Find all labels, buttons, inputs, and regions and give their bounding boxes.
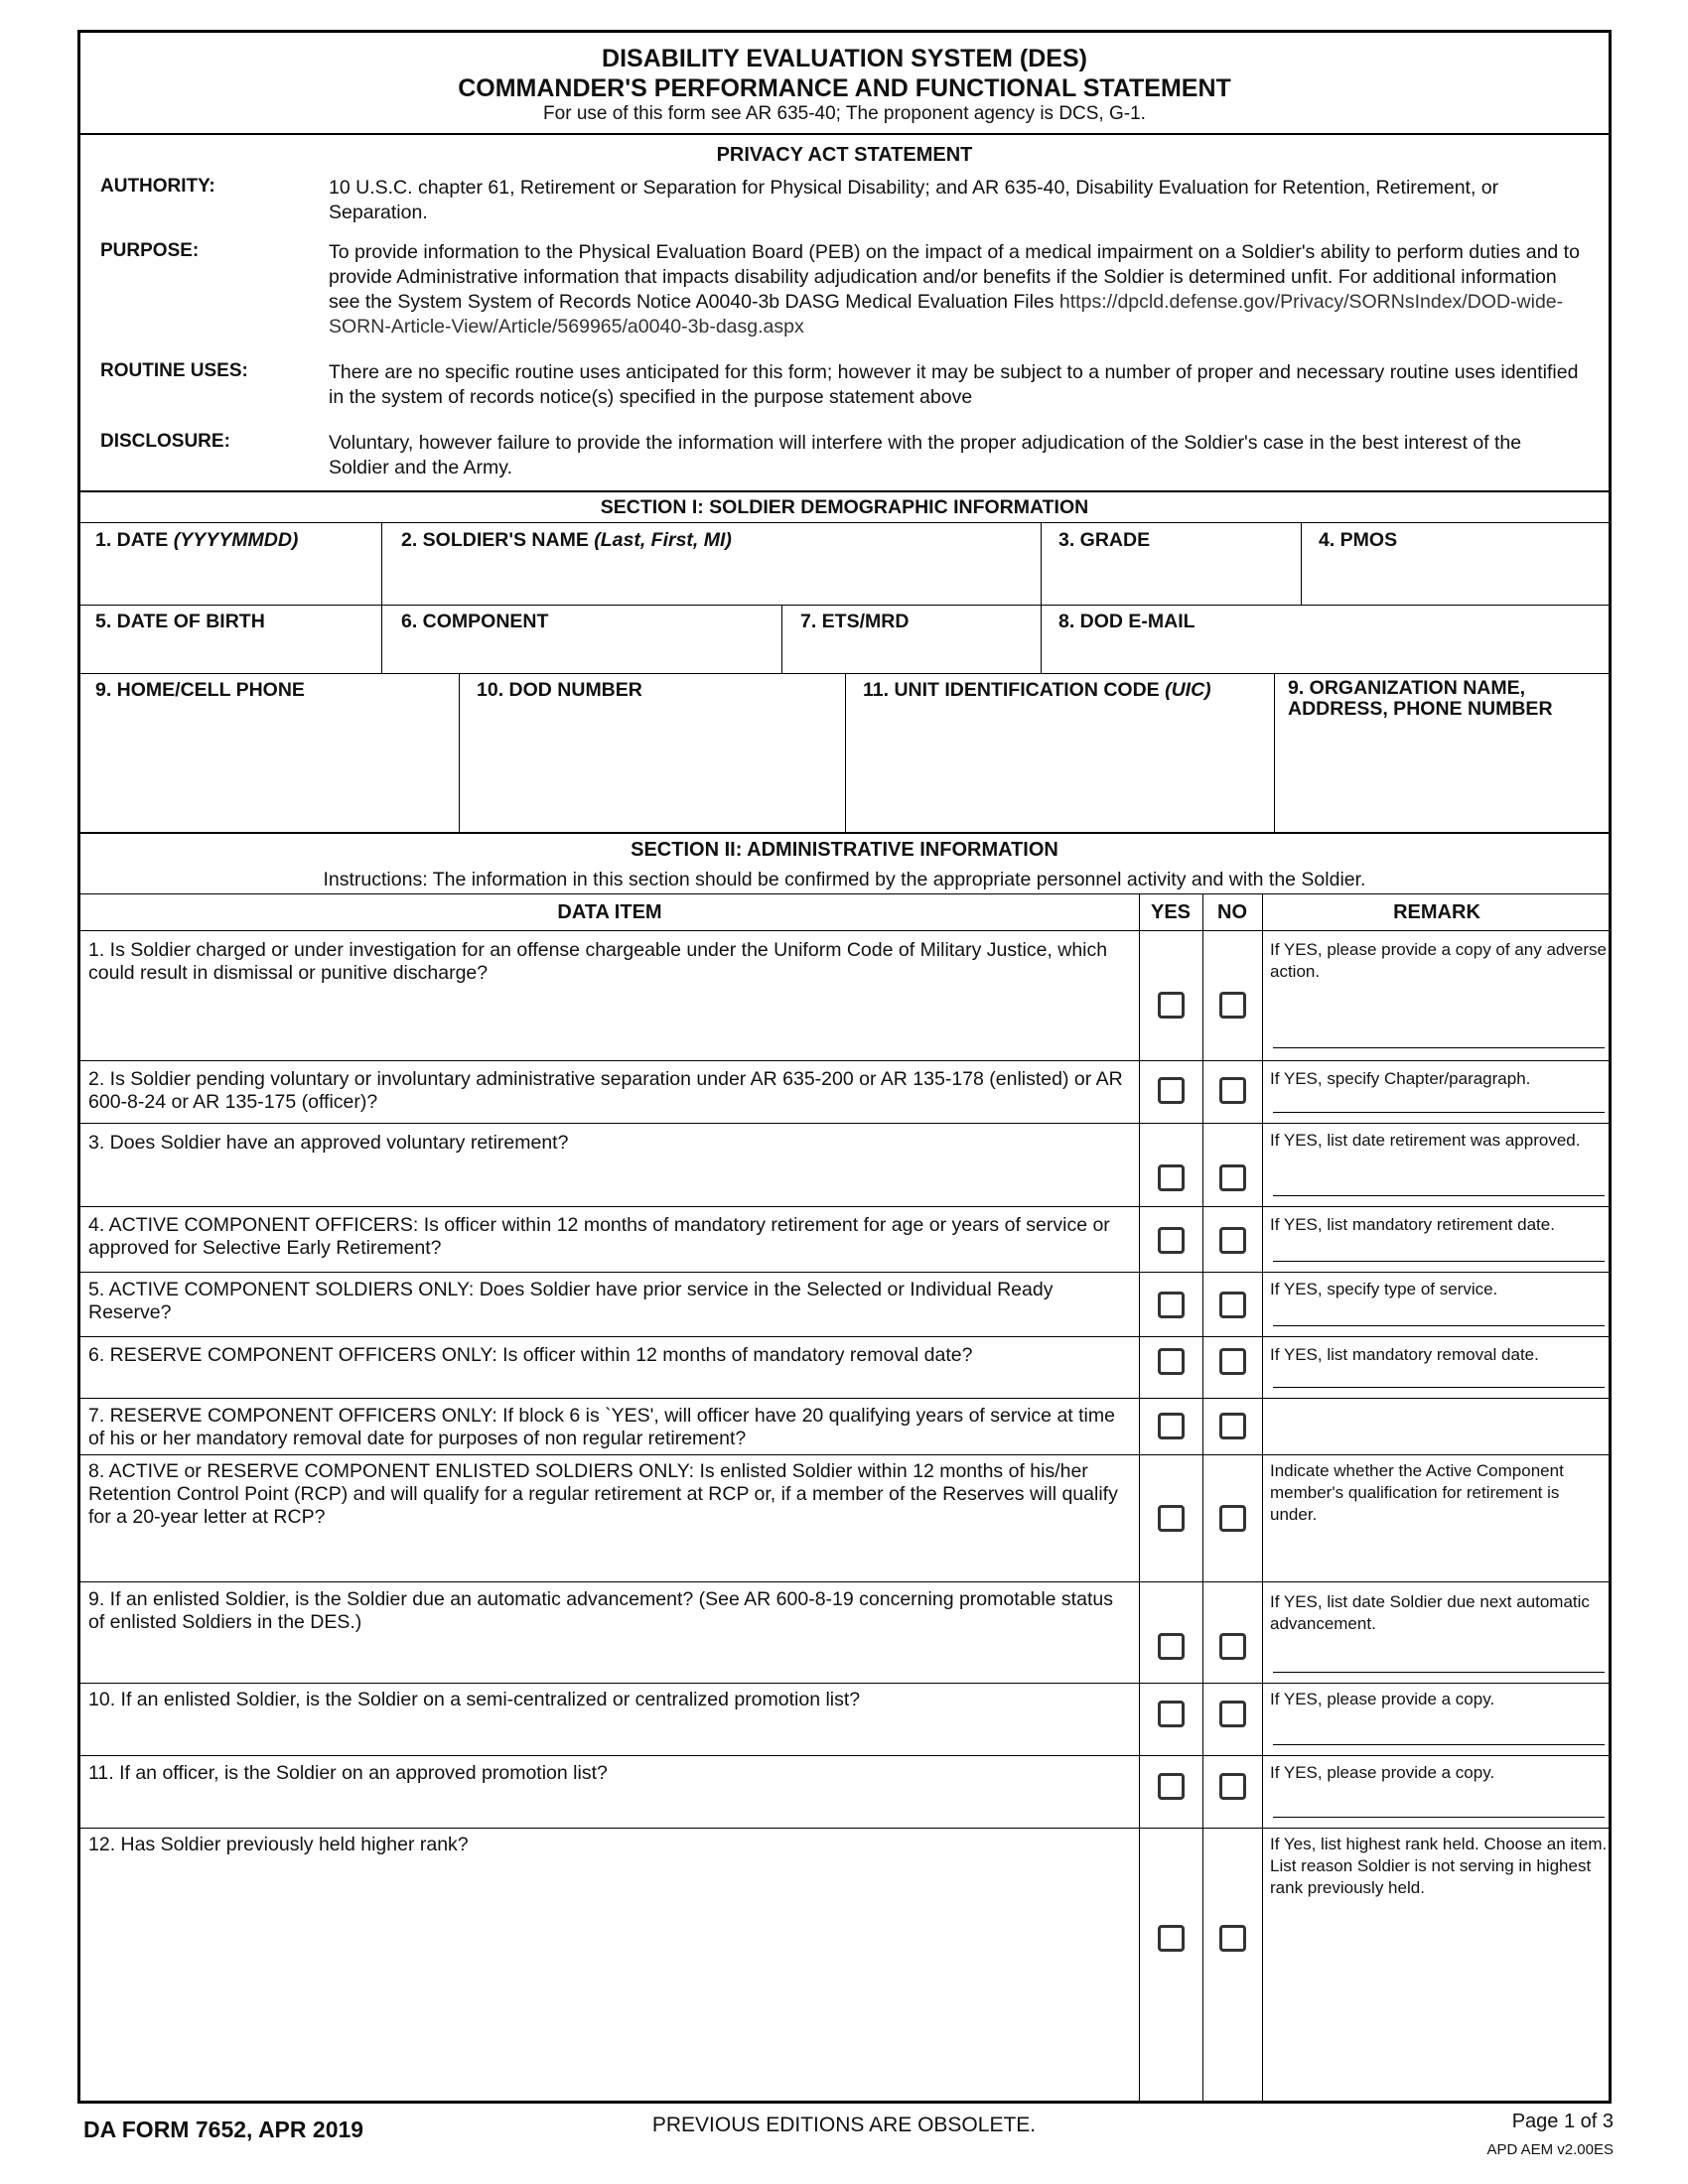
item-10-text: 10. If an enlisted Soldier, is the Soldier on a semi-centralized or centralized promotion list? xyxy=(88,1689,861,1710)
authority-text: 10 U.S.C. chapter 61, Retirement or Separation for Physical Disability; and AR 635-40, Disability Evaluation for Retention, Retirement, or Separation. xyxy=(329,177,1499,223)
item-6-text: 6. RESERVE COMPONENT OFFICERS ONLY: Is officer within 12 months of mandatory removal date? xyxy=(88,1344,973,1366)
item-3-remark-input[interactable] xyxy=(1273,1195,1605,1196)
dod-number-field[interactable]: 10. DOD NUMBER xyxy=(477,679,642,701)
divider xyxy=(80,1060,1609,1061)
item-12-yes-checkbox[interactable] xyxy=(1158,1925,1185,1952)
organization-label-line2: ADDRESS, PHONE NUMBER xyxy=(1288,698,1553,720)
disclosure-label: DISCLOSURE: xyxy=(100,431,230,452)
soldier-name-label: 2. SOLDIER'S NAME xyxy=(401,529,595,551)
purpose-block xyxy=(329,240,1585,340)
item-1-text: 1. Is Soldier charged or under investigation for an offense chargeable under the Uniform Code of Military Justice, which could result in dismissal or punitive discharge? xyxy=(88,939,1108,984)
item-11-no-checkbox[interactable] xyxy=(1219,1773,1246,1800)
item-4-yes-checkbox[interactable] xyxy=(1158,1227,1185,1254)
item-12-text: 12. Has Soldier previously held higher rank? xyxy=(88,1834,469,1855)
item-5-remark-input[interactable] xyxy=(1273,1325,1605,1326)
divider xyxy=(80,1398,1609,1399)
soldier-name-hint: (Last, First, MI) xyxy=(594,529,732,551)
item-4-no-checkbox[interactable] xyxy=(1219,1227,1246,1254)
divider xyxy=(80,605,1609,606)
divider xyxy=(1262,893,1263,2104)
divider xyxy=(1041,605,1042,673)
form-frame xyxy=(77,30,1612,2104)
ets-mrd-field[interactable]: 7. ETS/MRD xyxy=(800,611,910,632)
item-2-text: 2. Is Soldier pending voluntary or involuntary administrative separation under AR 635-200 or AR 135-178 (enlisted) or AR 600-8-24 or AR 135-175 (officer)? xyxy=(88,1068,1123,1113)
item-1-remark: If YES, please provide a copy of any adverse action. xyxy=(1270,940,1607,981)
item-10-no-checkbox[interactable] xyxy=(1219,1701,1246,1727)
item-2-remark-input[interactable] xyxy=(1273,1112,1605,1113)
pmos-field[interactable]: 4. PMOS xyxy=(1319,529,1398,551)
item-5-text: 5. ACTIVE COMPONENT SOLDIERS ONLY: Does Soldier have prior service in the Selected or Individual Ready Reserve? xyxy=(88,1279,1054,1323)
divider xyxy=(1139,893,1140,2104)
item-4-text: 4. ACTIVE COMPONENT OFFICERS: Is officer within 12 months of mandatory retirement for age or years of service or approved for Selective Early Retirement? xyxy=(88,1214,1110,1259)
item-12-remark xyxy=(1270,1834,1608,1899)
col-yes: YES xyxy=(1150,901,1192,923)
divider xyxy=(80,893,1609,894)
item-1-no-checkbox[interactable] xyxy=(1219,992,1246,1019)
item-6-yes-checkbox[interactable] xyxy=(1158,1348,1185,1375)
divider xyxy=(80,490,1609,492)
routine-uses-text: There are no specific routine uses anticipated for this form; however it may be subject to a number of proper and necessary routine uses identified in the system of records notice(s) specified in the purpose statement above xyxy=(329,361,1579,408)
grade-field[interactable]: 3. GRADE xyxy=(1058,529,1151,551)
item-12-remark-line1[interactable]: If Yes, list highest rank held. Choose an item. xyxy=(1270,1835,1608,1853)
col-remark: REMARK xyxy=(1393,901,1480,923)
divider xyxy=(381,522,382,605)
item-10-remark-input[interactable] xyxy=(1273,1744,1605,1745)
divider xyxy=(80,1828,1609,1829)
item-6-no-checkbox[interactable] xyxy=(1219,1348,1246,1375)
divider xyxy=(80,133,1609,135)
divider xyxy=(80,1272,1609,1273)
item-11-yes-checkbox[interactable] xyxy=(1158,1773,1185,1800)
item-3-remark: If YES, list date retirement was approved. xyxy=(1270,1131,1581,1150)
item-5-no-checkbox[interactable] xyxy=(1219,1292,1246,1318)
obsolete-notice: PREVIOUS EDITIONS ARE OBSOLETE. xyxy=(651,2114,1037,2136)
item-6-remark: If YES, list mandatory removal date. xyxy=(1270,1345,1539,1364)
item-3-no-checkbox[interactable] xyxy=(1219,1164,1246,1191)
item-2-remark: If YES, specify Chapter/paragraph. xyxy=(1270,1069,1531,1088)
uic-label: 11. UNIT IDENTIFICATION CODE xyxy=(863,679,1166,701)
form-title-line1: DISABILITY EVALUATION SYSTEM (DES) xyxy=(602,45,1087,72)
privacy-heading: PRIVACY ACT STATEMENT xyxy=(716,144,973,166)
divider xyxy=(80,522,1609,523)
item-8-remark: Indicate whether the Active Component member's qualification for retirement is under. xyxy=(1270,1461,1564,1524)
routine-uses-label: ROUTINE USES: xyxy=(100,360,248,381)
item-9-remark-input[interactable] xyxy=(1273,1672,1605,1673)
divider xyxy=(1274,673,1275,832)
divider xyxy=(781,605,782,673)
item-11-remark-input[interactable] xyxy=(1273,1817,1605,1818)
component-field[interactable]: 6. COMPONENT xyxy=(401,611,549,632)
item-3-text: 3. Does Soldier have an approved voluntary retirement? xyxy=(88,1132,569,1154)
uic-field[interactable] xyxy=(863,680,1211,701)
item-9-yes-checkbox[interactable] xyxy=(1158,1633,1185,1660)
divider xyxy=(80,1454,1609,1455)
item-12-no-checkbox[interactable] xyxy=(1219,1925,1246,1952)
item-7-no-checkbox[interactable] xyxy=(1219,1413,1246,1439)
item-11-remark: If YES, please provide a copy. xyxy=(1270,1763,1495,1782)
item-10-remark: If YES, please provide a copy. xyxy=(1270,1690,1495,1708)
disclosure-text: Voluntary, however failure to provide the information will interfere with the proper adjudication of the Soldier's case in the best interest of the Soldier and the Army. xyxy=(329,432,1522,478)
divider xyxy=(80,930,1609,931)
col-no: NO xyxy=(1217,901,1247,923)
section1-heading: SECTION I: SOLDIER DEMOGRAPHIC INFORMATION xyxy=(600,496,1089,518)
divider xyxy=(80,832,1609,834)
page-number: Page 1 of 3 xyxy=(1511,2111,1614,2132)
item-1-yes-checkbox[interactable] xyxy=(1158,992,1185,1019)
divider xyxy=(80,1755,1609,1756)
organization-field[interactable] xyxy=(1288,678,1553,720)
form-number: DA FORM 7652, APR 2019 xyxy=(83,2116,364,2142)
item-9-no-checkbox[interactable] xyxy=(1219,1633,1246,1660)
divider xyxy=(1301,522,1302,605)
item-4-remark-input[interactable] xyxy=(1273,1261,1605,1262)
divider xyxy=(459,673,460,832)
date-field-label: 1. DATE xyxy=(95,529,174,551)
uic-hint: (UIC) xyxy=(1165,679,1211,701)
dod-email-field[interactable]: 8. DOD E-MAIL xyxy=(1058,611,1196,632)
date-format-hint: (YYYYMMDD) xyxy=(173,529,299,551)
item-8-text: 8. ACTIVE or RESERVE COMPONENT ENLISTED SOLDIERS ONLY: Is enlisted Soldier within 12 months of his/her Retention Control Point (RCP) and will qualify for a regular retirement at RCP or, if a member of the Reserves will qualify for a 20-year letter at RCP? xyxy=(88,1460,1118,1528)
divider xyxy=(1202,893,1203,2104)
divider xyxy=(80,1336,1609,1337)
item-5-yes-checkbox[interactable] xyxy=(1158,1292,1185,1318)
date-field[interactable] xyxy=(95,530,298,551)
version-label: APD AEM v2.00ES xyxy=(1486,2141,1614,2158)
authority-label: AUTHORITY: xyxy=(100,176,215,197)
divider xyxy=(80,1581,1609,1582)
sorn-link[interactable]: https://dpcld.defense.gov/Privacy/SORNsIndex/DOD-wide-SORN-Article-View/Article/569965/a0040-3b-dasg.aspx xyxy=(329,291,1564,338)
item-7-text: 7. RESERVE COMPONENT OFFICERS ONLY: If block 6 is `YES', will officer have 20 qualifying years of service at time of his or her mandatory removal date for purposes of non regular retirement? xyxy=(88,1405,1115,1449)
section2-instructions: Instructions: The information in this section should be confirmed by the appropriate personnel activity and with the Soldier. xyxy=(323,869,1366,890)
item-2-yes-checkbox[interactable] xyxy=(1158,1077,1185,1104)
item-7-yes-checkbox[interactable] xyxy=(1158,1413,1185,1439)
purpose-text: To provide information to the Physical Evaluation Board (PEB) on the impact of a medical impairment on a Soldier's ability to perform duties and to provide Administrative information that impacts disability adjudication and/or benefits if the Soldier is determined unfit. For additional information see the System System of Records Notice A0040-3b DASG Medical Evaluation Files xyxy=(329,241,1580,313)
item-12-remark-line2: List reason Soldier is not serving in highest rank previously held. xyxy=(1270,1856,1592,1897)
item-5-remark: If YES, specify type of service. xyxy=(1270,1280,1498,1298)
item-10-yes-checkbox[interactable] xyxy=(1158,1701,1185,1727)
divider xyxy=(1041,522,1042,605)
date-of-birth-field[interactable]: 5. DATE OF BIRTH xyxy=(95,611,265,632)
divider xyxy=(80,1123,1609,1124)
item-8-no-checkbox[interactable] xyxy=(1219,1505,1246,1532)
purpose-label: PURPOSE: xyxy=(100,240,200,261)
item-6-remark-input[interactable] xyxy=(1273,1387,1605,1388)
divider xyxy=(381,605,382,673)
item-11-text: 11. If an officer, is the Soldier on an approved promotion list? xyxy=(88,1762,608,1784)
item-3-yes-checkbox[interactable] xyxy=(1158,1164,1185,1191)
section2-heading: SECTION II: ADMINISTRATIVE INFORMATION xyxy=(631,839,1058,861)
form-subtitle: For use of this form see AR 635-40; The proponent agency is DCS, G-1. xyxy=(543,103,1146,124)
item-4-remark: If YES, list mandatory retirement date. xyxy=(1270,1215,1555,1234)
organization-label-line1: 9. ORGANIZATION NAME, xyxy=(1288,677,1526,699)
item-8-yes-checkbox[interactable] xyxy=(1158,1505,1185,1532)
item-9-text: 9. If an enlisted Soldier, is the Soldier due an automatic advancement? (See AR 600-8-19 concerning promotable status of enlisted Soldiers in the DES.) xyxy=(88,1588,1113,1633)
divider xyxy=(80,1206,1609,1207)
col-data-item: DATA ITEM xyxy=(557,901,662,923)
home-cell-phone-field[interactable]: 9. HOME/CELL PHONE xyxy=(95,679,305,701)
item-1-remark-input[interactable] xyxy=(1273,1047,1605,1048)
item-9-remark: If YES, list date Soldier due next automatic advancement. xyxy=(1270,1592,1590,1633)
divider xyxy=(80,1683,1609,1684)
soldier-name-field[interactable] xyxy=(401,530,732,551)
divider xyxy=(845,673,846,832)
item-2-no-checkbox[interactable] xyxy=(1219,1077,1246,1104)
form-title-line2: COMMANDER'S PERFORMANCE AND FUNCTIONAL STATEMENT xyxy=(458,74,1231,102)
